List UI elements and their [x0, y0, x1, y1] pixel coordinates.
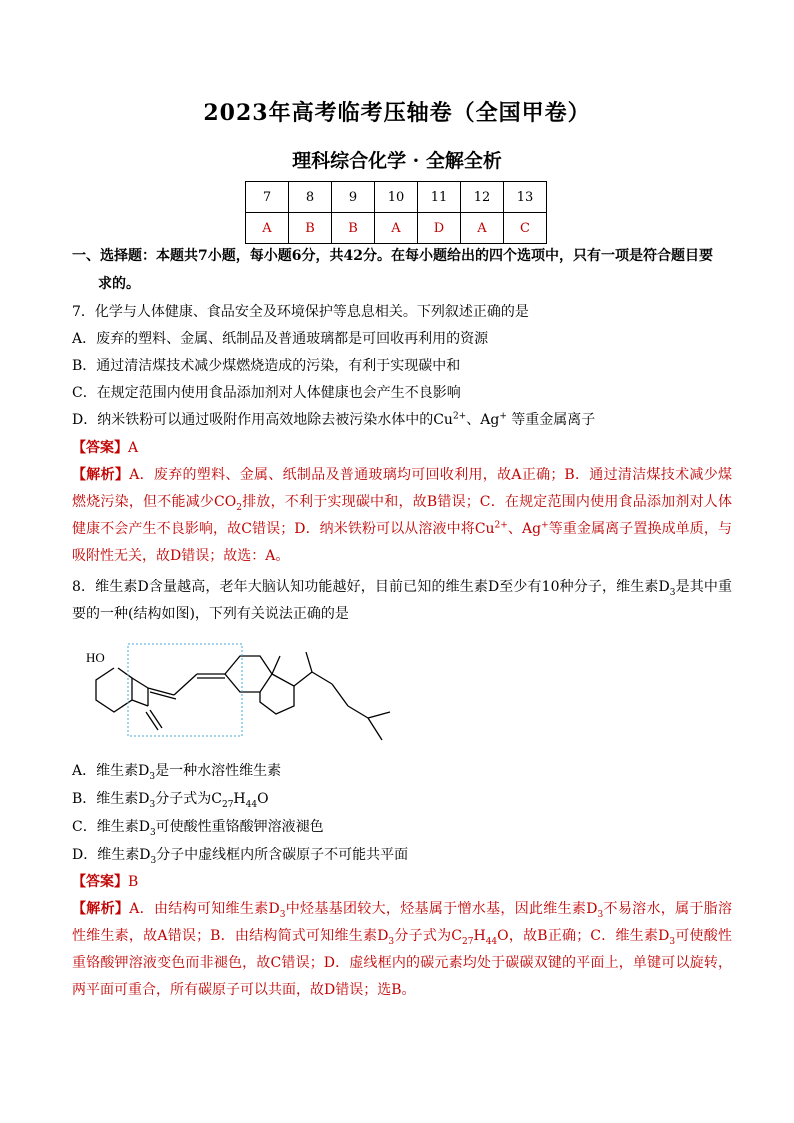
answer-table-numbers — [246, 182, 547, 213]
q8-option-a — [72, 760, 732, 782]
analysis-text: A．废弃的塑料、金属、纸制品及普通玻璃均可回收利用，故A正确；B．通过清洁煤技术减少煤燃烧污染，但不能减少CO — [72, 467, 732, 510]
question-number-cell: 13 — [504, 182, 547, 213]
answer-label: 【答案】 — [72, 440, 128, 456]
q8-stem-text: 是其中重要的一种(结构如图)，下列有关说法正确的是 — [72, 579, 732, 622]
answer-cell: A — [375, 213, 418, 244]
bond-line — [332, 684, 348, 706]
analysis-text: A．由结构可知维生素D — [129, 901, 280, 917]
analysis-text: O，故B正确；C．维生素D — [497, 928, 670, 944]
question-number-cell: 12 — [461, 182, 504, 213]
bond-line — [132, 700, 148, 706]
q7-option-b: B．通过清洁煤技术减少煤燃烧造成的污染，有利于实现碳中和 — [72, 358, 461, 374]
bond-line — [146, 712, 158, 730]
bond-line — [348, 706, 368, 718]
analysis-text: 可使酸性重铬酸钾溶液变色而非褪色，故C错误；D．虚线框内的碳元素均处于碳碳双键的平面上，单键可以旋转，两平面可重合，所有碳原子可以共面，故D错误；选B。 — [72, 928, 733, 998]
section-heading-line2: 求的。 — [98, 276, 140, 292]
analysis-label: 【解析】 — [72, 901, 130, 917]
question-number-cell: 7 — [246, 182, 289, 213]
analysis-text: 不易溶水，属于脂溶性维生素，故A错误；B．由结构简式可知维生素D — [72, 901, 732, 944]
subscript: 3 — [149, 799, 156, 810]
dashed-selection-box — [128, 644, 242, 736]
page-subtitle: 理科综合化学 · 全解全析 — [292, 150, 502, 172]
subscript: 44 — [245, 799, 258, 810]
q7-option-d-text: 、Ag — [466, 412, 500, 428]
q8-option-text: C．维生素D — [72, 819, 150, 835]
q8-option-b — [72, 788, 732, 810]
subscript: 2 — [236, 502, 242, 513]
bond-line — [260, 674, 294, 714]
question-number-cell: 8 — [289, 182, 332, 213]
answer-cell: D — [418, 213, 461, 244]
bond-line — [306, 652, 312, 672]
analysis-text: 、Ag — [507, 521, 542, 537]
analysis-text: 分子式为C — [394, 928, 463, 944]
hydroxyl-label: HO — [86, 650, 105, 665]
bond-line — [148, 688, 174, 695]
answer-cell: C — [504, 213, 547, 244]
bond-line — [312, 672, 332, 684]
subscript: 3 — [149, 827, 156, 838]
q7-analysis — [72, 462, 732, 570]
subscript: 3 — [149, 771, 156, 782]
answer-cell: A — [246, 213, 289, 244]
q8-analysis — [72, 896, 732, 1004]
bond-line — [272, 656, 280, 674]
q7-option-c: C．在规定范围内使用食品添加剂对人体健康也会产生不良影响 — [72, 385, 461, 401]
q7-option-d — [72, 409, 732, 431]
subscript: 3 — [388, 936, 395, 947]
question-number-cell: 10 — [375, 182, 418, 213]
charge-superscript: + — [541, 520, 549, 531]
subscript: 3 — [597, 909, 604, 920]
answer-table — [245, 181, 547, 244]
bond-line — [132, 678, 148, 688]
charge-superscript: 2+ — [494, 520, 508, 531]
q8-option-d — [72, 844, 732, 866]
bond-line — [294, 672, 312, 686]
bond-line — [96, 668, 132, 712]
answer-cell: A — [461, 213, 504, 244]
bond-line — [150, 710, 162, 728]
answer-cell: B — [332, 213, 375, 244]
subscript: 27 — [462, 936, 474, 947]
analysis-text: 中烃基基团较大，烃基属于憎水基，因此维生素D — [285, 901, 598, 917]
q8-option-text: H — [233, 791, 246, 807]
analysis-label: 【解析】 — [72, 467, 130, 483]
q7-option-a: A．废弃的塑料、金属、纸制品及普通玻璃都是可回收再利用的资源 — [72, 331, 489, 347]
q8-option-text: 分子式为C — [155, 791, 222, 807]
bond-line — [368, 718, 382, 740]
bond-line — [225, 656, 272, 692]
q8-option-text: 可使酸性重铬酸钾溶液褪色 — [155, 819, 324, 835]
answer-table-answers — [246, 213, 547, 244]
q8-option-text: B．维生素D — [72, 791, 150, 807]
q8-stem-text: 8．维生素D含量越高，老年大脑认知功能越好，目前已知的维生素D至少有10种分子，维生素D — [72, 579, 670, 595]
q7-stem: 7．化学与人体健康、食品安全及环境保护等息息相关。下列叙述正确的是 — [72, 304, 529, 320]
answer-value: A — [128, 440, 139, 456]
bond-line — [174, 674, 197, 695]
charge-superscript: 2+ — [452, 411, 467, 422]
analysis-text: 排放，不利于实现碳中和，故B错误；C．在规定范围内使用食品添加剂对人体健康不会产生不良影响，故C错误；D．纳米铁粉可以从溶液中将Cu — [72, 494, 732, 537]
analysis-text: H — [473, 928, 486, 944]
question-number-cell: 9 — [332, 182, 375, 213]
question-number-cell: 11 — [418, 182, 461, 213]
subscript: 3 — [150, 855, 157, 866]
subscript: 27 — [221, 799, 234, 810]
subscript: 44 — [485, 936, 498, 947]
q8-stem — [72, 574, 732, 628]
q8-option-text: 分子中虚线框内所含碳原子不可能共平面 — [156, 847, 409, 863]
page-title: 2023年高考临考压轴卷（全国甲卷） — [203, 100, 591, 126]
section-heading-line1: 一、选择题：本题共7小题，每小题6分，共42分。在每小题给出的四个选项中，只有一项是符合题目要 — [72, 248, 713, 264]
q8-option-text: A．维生素D — [72, 763, 150, 779]
q8-option-text: O — [257, 791, 269, 807]
answer-label: 【答案】 — [72, 874, 128, 890]
answer-cell: B — [289, 213, 332, 244]
q8-answer — [72, 871, 732, 893]
bond-line — [368, 712, 390, 718]
q7-answer — [72, 437, 732, 459]
subscript: 3 — [669, 587, 676, 598]
charge-superscript: + — [499, 411, 507, 422]
answer-value: B — [128, 874, 139, 890]
q7-option-d-text: D．纳米铁粉可以通过吸附作用高效地除去被污染水体中的Cu — [72, 412, 453, 428]
bond-line — [150, 692, 176, 699]
q8-option-text: 是一种水溶性维生素 — [155, 763, 282, 779]
q8-option-text: D．维生素D — [72, 847, 151, 863]
subscript: 3 — [669, 936, 676, 947]
q7-option-d-text: 等重金属离子 — [506, 412, 596, 428]
subscript: 3 — [279, 909, 286, 920]
vitamin-d3-structure-diagram — [80, 640, 410, 750]
analysis-text: 等重金属离子置换成单质，与吸附性无关，故D错误；故选：A。 — [72, 521, 732, 564]
q8-option-c — [72, 816, 732, 838]
